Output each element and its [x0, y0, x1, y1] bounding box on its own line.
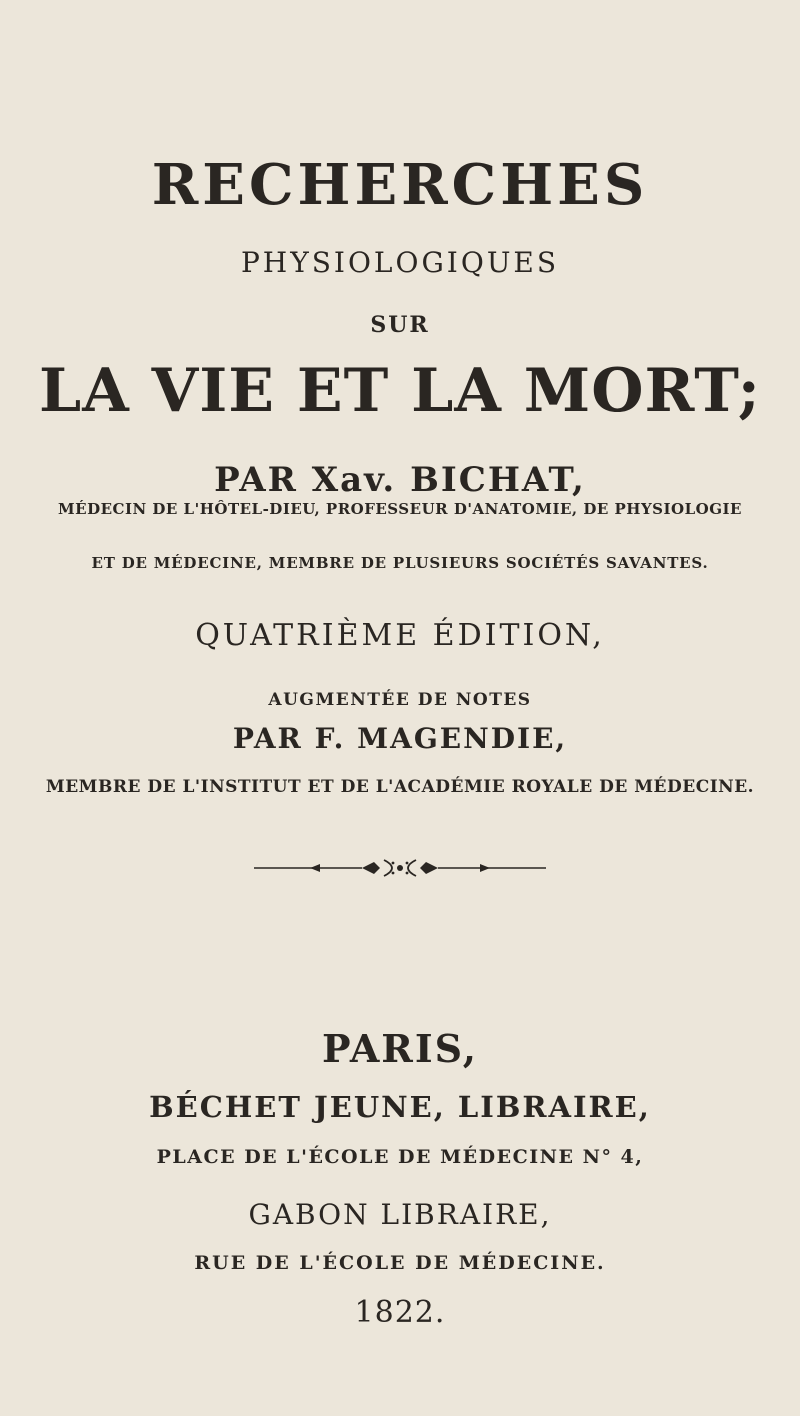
author-credentials-line-2: ET DE MÉDECINE, MEMBRE DE PLUSIEURS SOCIÉTÉS SAVANTES. — [91, 554, 709, 572]
book-title: RECHERCHES — [151, 152, 649, 218]
author-line: PAR Xav. BICHAT, — [214, 460, 586, 500]
imprint-city: PARIS, — [322, 1026, 478, 1071]
publication-year: 1822. — [354, 1295, 446, 1330]
publisher-1-address: PLACE DE L'ÉCOLE DE MÉDECINE N° 4, — [156, 1146, 644, 1168]
publisher-1: BÉCHET JEUNE, LIBRAIRE, — [149, 1090, 651, 1124]
typographic-rule-ornament-icon — [250, 854, 550, 882]
edition-statement: QUATRIÈME ÉDITION, — [195, 618, 605, 653]
title-connector: SUR — [370, 312, 430, 338]
augmentation-note: AUGMENTÉE DE NOTES — [268, 690, 532, 710]
publisher-2-address: RUE DE L'ÉCOLE DE MÉDECINE. — [194, 1252, 606, 1274]
book-subtitle: PHYSIOLOGIQUES — [240, 246, 560, 279]
editor-credentials: MEMBRE DE L'INSTITUT ET DE L'ACADÉMIE ROYALE DE MÉDECINE. — [45, 777, 755, 797]
author-credentials-line-1: MÉDECIN DE L'HÔTEL-DIEU, PROFESSEUR D'ANATOMIE, DE PHYSIOLOGIE — [58, 500, 742, 518]
editor-line: PAR F. MAGENDIE, — [232, 722, 568, 755]
main-title: LA VIE ET LA MORT; — [39, 356, 761, 426]
publisher-2: GABON LIBRAIRE, — [248, 1198, 552, 1231]
